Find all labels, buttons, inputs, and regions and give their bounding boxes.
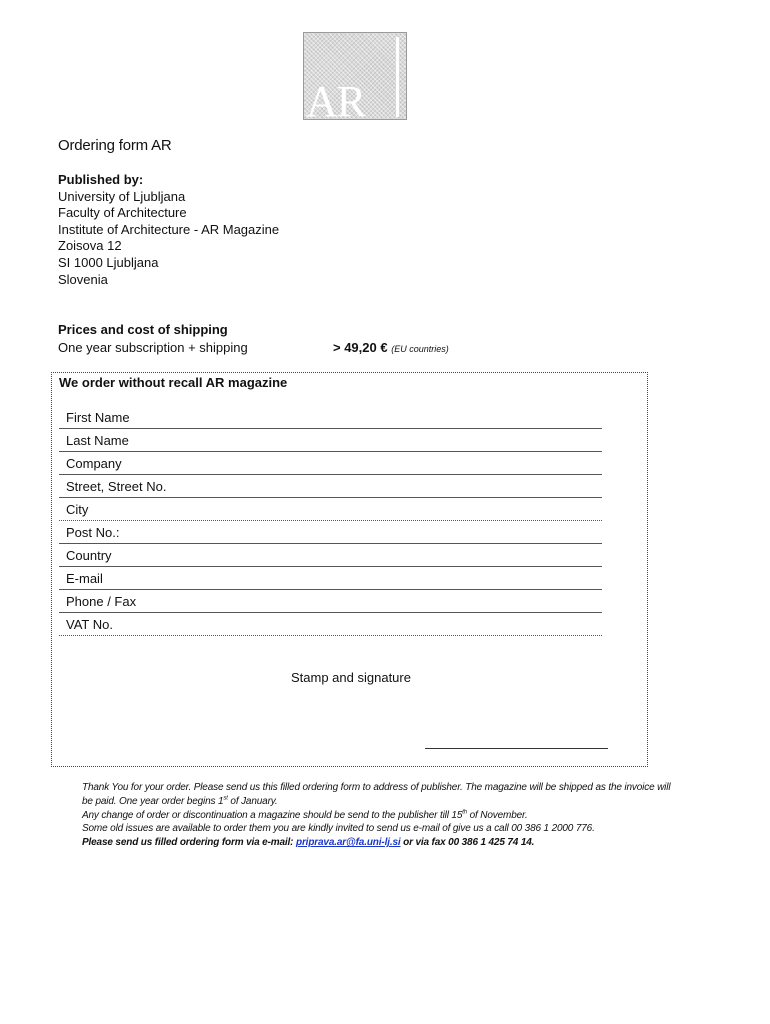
logo-line [396,37,399,117]
price-amount: > 49,20 € [333,340,388,355]
company-field[interactable] [59,452,602,475]
publisher-block [58,172,279,288]
price-note: (EU countries) [391,344,449,354]
country-field[interactable] [59,544,602,567]
page-title: Ordering form AR [58,137,172,154]
footer-superscript: st [223,795,228,802]
field-label: Country [66,547,112,563]
footer-text: of January. [227,795,278,807]
stamp-signature-label: Stamp and signature [291,670,411,685]
footer-text: or via fax 00 386 1 425 74 14. [400,837,535,849]
order-form-box [51,372,648,767]
publisher-heading: Published by: [58,172,144,187]
field-label: E-mail [66,570,103,586]
price-value [333,340,449,357]
publisher-line: University of Ljubljana [58,188,186,204]
email-link[interactable]: priprava.ar@fa.uni-lj.si [295,837,401,849]
field-label: Post No.: [66,524,120,540]
last-name-field[interactable] [59,429,602,452]
prices-heading: Prices and cost of shipping [58,322,228,337]
subscription-label: One year subscription + shipping [58,340,248,355]
field-label: First Name [66,409,130,425]
footer-text: Please send us filled ordering form via e-mail: [82,837,296,849]
order-heading: We order without recall AR magazine [59,375,288,390]
ar-logo [303,32,407,120]
city-field[interactable] [59,498,602,521]
footer-text: Any change of order or discontinuation a magazine should be send to the publisher till 15 [82,809,463,821]
footer-superscript: th [462,809,467,816]
footer-text: of November. [466,809,528,821]
footer-notes [82,781,682,850]
logo-text: AR [306,77,366,120]
publisher-line: Slovenia [58,271,108,287]
field-label: Company [66,455,122,471]
footer-line-2 [82,809,682,823]
field-label: City [66,501,89,517]
field-label: VAT No. [66,616,113,632]
street-field[interactable] [59,475,602,498]
publisher-line: Institute of Architecture - AR Magazine [58,221,280,237]
footer-line-4 [82,836,682,850]
field-label: Last Name [66,432,129,448]
field-label: Street, Street No. [66,478,167,494]
footer-line-1 [82,781,682,809]
field-label: Phone / Fax [66,593,137,609]
phone-fax-field[interactable] [59,590,602,613]
post-number-field[interactable] [59,521,602,544]
footer-line-3: Some old issues are available to order them you are kindly invited to send us e-mail of give us a call 00 386 1 2000 776. [82,823,595,835]
publisher-line: Zoisova 12 [58,238,122,254]
vat-number-field[interactable] [59,613,602,636]
signature-line[interactable] [425,748,608,749]
email-field[interactable] [59,567,602,590]
footer-text: Thank You for your order. Please send us this filled ordering form to address of publisher. The magazine will be shipped as the invoice will be paid. One year order begins 1 [82,782,671,807]
first-name-field[interactable] [59,406,602,429]
publisher-line: Faculty of Architecture [58,205,187,221]
publisher-line: SI 1000 Ljubljana [58,254,159,270]
